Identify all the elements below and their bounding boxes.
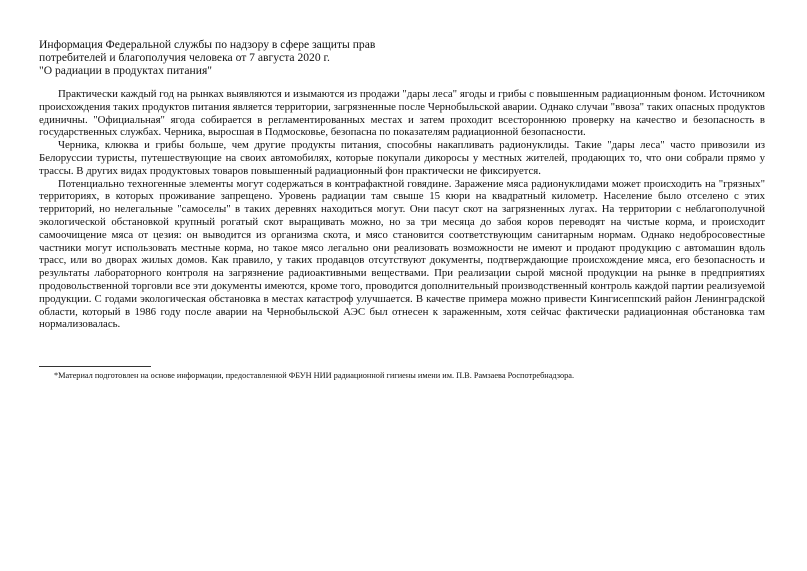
body-paragraph: Черника, клюква и грибы больше, чем другие продукты питания, способны накапливать радионуклиды. Такие "дары леса" часто привозили из Белоруссии туристы, путешествующие на своих автомобилях, которые покупали дикоросы у местных жителей, продающих то, что они собрали прямо у трассы. В других видах продуктовых товаров повышенный радиационный фон практически не фиксируется. [39, 139, 765, 177]
document-title [39, 38, 459, 78]
footnote-divider [39, 366, 151, 367]
footnote: *Материал подготовлен на основе информации, предоставленной ФБУН НИИ радиационной гигиены имени им. П.В. Рамзаева Роспотребнадзора. [54, 371, 575, 380]
title-line: потребителей и благополучия человека от 7 августа 2020 г. [39, 51, 330, 65]
body-paragraph: Практически каждый год на рынках выявляются и изымаются из продажи "дары леса" ягоды и грибы с повышенным радиационным фоном. Источником происхождения таких продуктов питания является территории, загрязненные после Чернобыльской аварии. Однако случаи "ввоза" таких опасных продуктов единичны. "Официальная" ягода собирается в регламентированных местах и затем проходит всестороннюю проверку на качество и безопасность в государственных службах. Черника, выросшая в Подмосковье, безопасна по показателям радиационной безопасности. [39, 88, 765, 139]
title-line: "О радиации в продуктах питания" [39, 64, 213, 78]
title-line: Информация Федеральной службы по надзору в сфере защиты прав [39, 38, 376, 51]
document-body [39, 88, 765, 331]
body-paragraph: Потенциально техногенные элементы могут содержаться в контрафактной говядине. Заражение мяса радионуклидами может происходить на "грязных" территориях, в которых проживание запрещено. Уровень радиации там свыше 15 кюри на квадратный километр. Население было отселено с этих территорий, но нелегальные "самоселы" в таких деревнях находиться могут. Они пасут скот на загрязненных лугах. На территории с неблагополучной экологической обстановкой крупный рогатый скот выращивать можно, но за три месяца до забоя коров переводят на чистые корма, и происходит самоочищение мяса от цезия: он выводится из организма скота, и мясо становится соответствующим санитарным нормам. Однако недобросовестные частники могут использовать местные корма, но такое мясо легально они реализовать возможности не имеют и продают продукцию с автомашин вдоль трасс, или во дворах жилых домов. Как правило, у таких продавцов отсутствуют документы, подтверждающие происхождение мяса, его безопасность и результаты лабораторного контроля на загрязнение радиоактивными веществами. При реализации сырой мясной продукции на рынке в предприятиях продовольственной торговли все эти документы имеются, кроме того, проводится дополнительный производственный контроль каждой партии реализуемой продукции. С годами экологическая обстановка в местах катастроф улучшается. В качестве примера можно привести Кингисеппский район Ленинградской области, который в 1986 году после аварии на Чернобыльской АЭС был отнесен к зараженным, хотя сейчас фактически радиационная обстановка там нормализовалась. [39, 177, 765, 331]
